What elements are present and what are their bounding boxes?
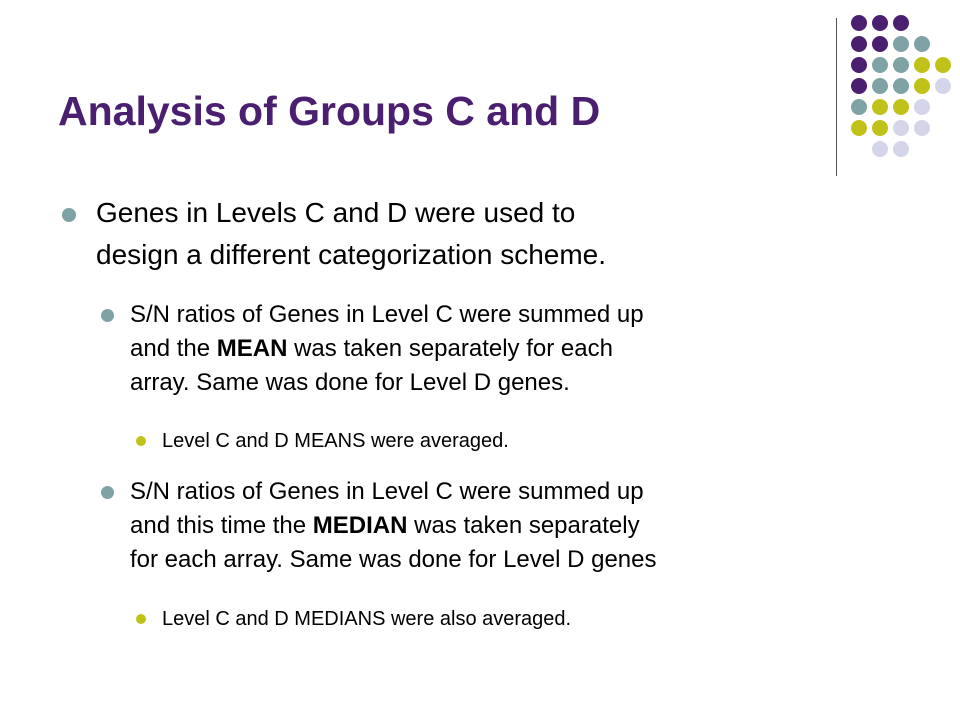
bullet-line: array. Same was done for Level D genes. xyxy=(130,369,570,396)
emphasis-median: MEDIAN xyxy=(312,512,408,539)
bullet-dot-level2 xyxy=(101,309,114,322)
slide-title: Analysis of Groups C and D xyxy=(58,88,601,134)
emphasis-mean: MEAN xyxy=(216,335,288,362)
bullet-level1 xyxy=(96,192,606,276)
bullet-line: for each array. Same was done for Level D genes xyxy=(130,546,657,573)
bullet-line: S/N ratios of Genes in Level C were summed up xyxy=(130,301,644,328)
text-run: was taken separately xyxy=(407,512,640,539)
bullet-level3-means xyxy=(162,427,509,455)
bullet-dot-level3 xyxy=(136,614,146,624)
bullet-line xyxy=(130,509,657,543)
bullet-level2-median xyxy=(130,475,657,577)
bullet-dot-level1 xyxy=(62,208,76,222)
bullet-dot-level3 xyxy=(136,436,146,446)
bullet-line: Genes in Levels C and D were used to xyxy=(96,197,576,228)
bullet-line: S/N ratios of Genes in Level C were summed up xyxy=(130,478,644,505)
bullet-dot-level2 xyxy=(101,486,114,499)
bullet-line: Level C and D MEANS were averaged. xyxy=(162,430,509,452)
text-run: and this time the xyxy=(130,512,313,539)
bullet-level3-medians xyxy=(162,605,571,633)
bullet-level2-mean xyxy=(130,298,644,400)
bullet-line xyxy=(130,332,644,366)
text-run: was taken separately for each xyxy=(287,335,613,362)
bullet-line: design a different categorization scheme. xyxy=(96,239,607,270)
bullet-line: Level C and D MEDIANS were also averaged. xyxy=(162,608,572,630)
text-run: and the xyxy=(130,335,217,362)
